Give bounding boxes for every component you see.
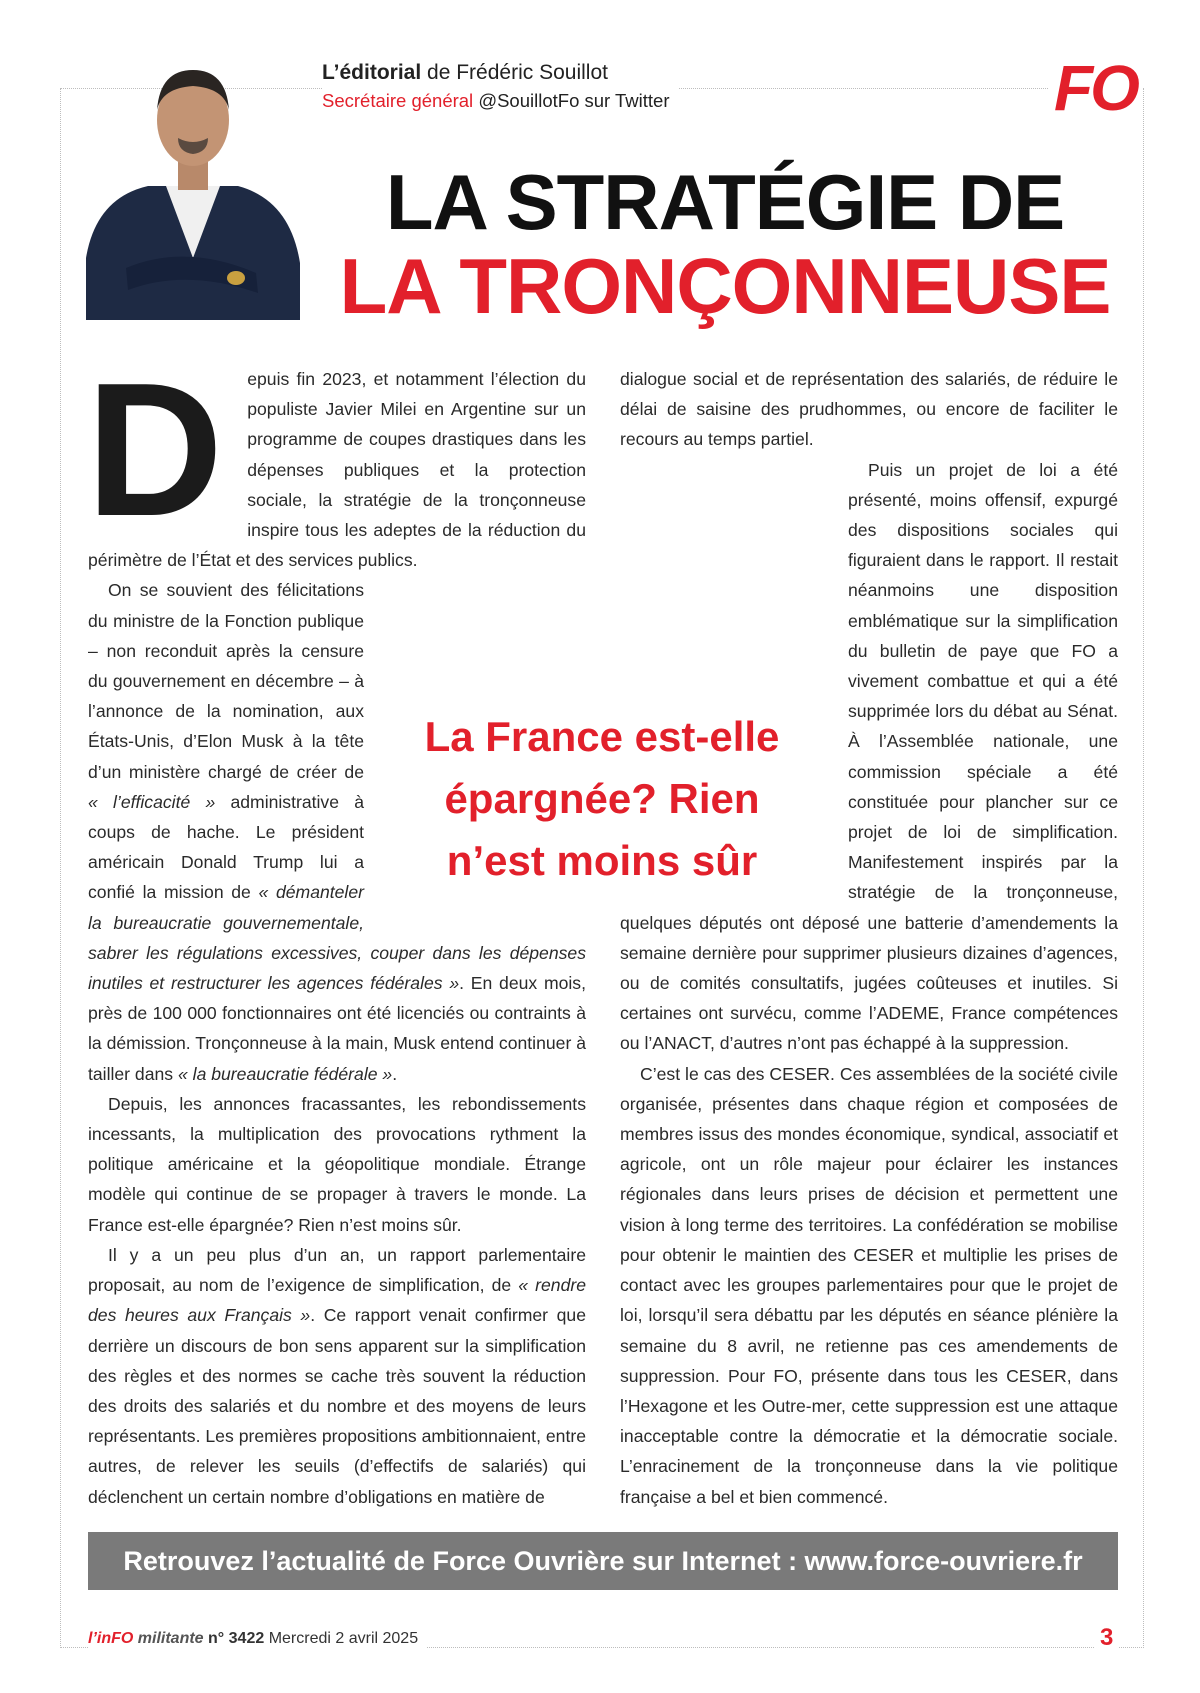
column-right [620,364,1118,1512]
author-role: Secrétaire général [322,90,474,111]
byline [322,58,679,114]
editorial-label: L’éditorial [322,61,422,84]
issue-number: n° 3422 [208,1630,265,1647]
publication-brand: l’inFO [88,1630,134,1647]
title-line-2: LA TRONÇONNEUSE [339,242,1111,330]
author-photo [86,58,300,320]
paragraph: D epuis fin 2023, et notamment l’élection du populiste Javier Milei en Argentine sur un programme de coupes drastiques dans les dépenses publiques et la protection sociale, la stratégie de la tronçonneuse inspire tous les adeptes de la réduction du périmètre de l’État et des services publics. [86,344,586,571]
page-number: 3 [1094,1623,1119,1653]
column-left [86,344,587,1512]
title-line-1: LA STRATÉGIE DE [385,158,1065,246]
issue-date: Mercredi 2 avril 2025 [268,1630,419,1647]
paragraph: C’est le cas des CESER. Ces assemblées de la société civile organisée, présentes dans chaque région et composées de membres issus des mondes économique, syndical, associatif et agricole, ont un rôle majeur pour éclairer les instances régionales dans leurs prises de décision et permettent une vision à long terme des territoires. La confédération se mobilise pour obtenir le maintien des CESER et multiplie les prises de contact avec les groupes parlementaires pour que le projet de loi, lorsqu’il sera débattu par les députés en séance plénière la semaine du 8 avril, ne retienne pas ces amendements de suppression. Pour FO, présente dans tous les CESER, dans l’Hexagone et les Outre-mer, cette suppression est une attaque inacceptable contre la démocratie et la démocratie sociale. L’enracinement de la tronçonneuse dans la vie politique française a bel et bien commencé. [620,1063,1118,1507]
fo-logo: FO [1048,56,1143,120]
pull-quote: La France est-elle épargnée? Rien n’est moins sûr [424,713,780,884]
author-handle: @SouillotFo sur Twitter [478,90,670,111]
footer [88,1627,426,1651]
paragraph: Il y a un peu plus d’un an, un rapport parlementaire proposait, au nom de l’exigence de simplification, de « rendre des heures aux Français ». Ce rapport venait confirmer que derrière un discours de bon sens apparent sur la simplification des règles et des normes se cache très souvent la réduction des droits des salariés et du nombre et des moyens de leurs représentants. Les premières propositions ambitionnaient, entre autres, de relever les seuils (d’effectifs de salariés) qui déclenchent un certain nombre d’obligations en matière de [88,1244,587,1507]
paragraph: Puis un projet de loi a été présenté, moins offensif, expurgé des dispositions sociales qui figuraient dans le rapport. Il restait néanmoins une disposition emblématique sur la simplification du bulletin de paye que FO a vivement combattue et qui a été supprimée lors du débat au Sénat. À l’Assemblée nationale, une commission spéciale a été constituée pour plancher sur ce projet de loi de simplification. Manifestement inspirés par la stratégie de la tronçonneuse, quelques députés ont déposé une batterie d’amendements la semaine dernière pour supprimer plusieurs dizaines d’agences, ou de comités consultatifs, jugées coûteuses et inutiles. Si certaines ont survécu, comme l’ADEME, France compétences ou l’ANACT, d’autres n’ont pas échappé à la suppression. [620,459,1118,1054]
drop-cap: D [86,344,224,556]
paragraph: Depuis, les annonces fracassantes, les rebondissements incessants, la multiplication des provocations rythment la politique américaine et la géopolitique mondiale. Étrange modèle qui continue de se propager à travers le monde. La France est-elle épargnée? Rien n’est moins sûr. [88,1093,586,1235]
website-banner: Retrouvez l’actualité de Force Ouvrière sur Internet : www.force-ouvriere.fr [88,1532,1118,1590]
author-name: de Frédéric Souillot [427,61,608,84]
paragraph: dialogue social et de représentation des salariés, de réduire le délai de saisine des prudhommes, ou encore de faciliter le recours au temps partiel. [620,369,1118,450]
paragraph: On se souvient des félicitations du ministre de la Fonction publique – non reconduit après la censure du gouvernement en décembre – à l’annonce de la nomination, aux États-Unis, d’Elon Musk à la tête d’un ministère chargé de créer de « l’efficacité » administrative à coups de hache. Le président américain Donald Trump lui a confié la mission de « démanteler la bureaucratie gouvernementale, sabrer les régulations excessives, couper dans les dépenses inutiles et restructurer les agences fédérales ». En deux mois, près de 100 000 fonctionnaires ont été licenciés ou contraints à la démission. Tronçonneuse à la main, Musk entend continuer à tailler dans « la bureaucratie fédérale ». [88,580,586,1084]
article-title [310,160,1140,328]
publication-suffix: militante [137,1630,204,1647]
